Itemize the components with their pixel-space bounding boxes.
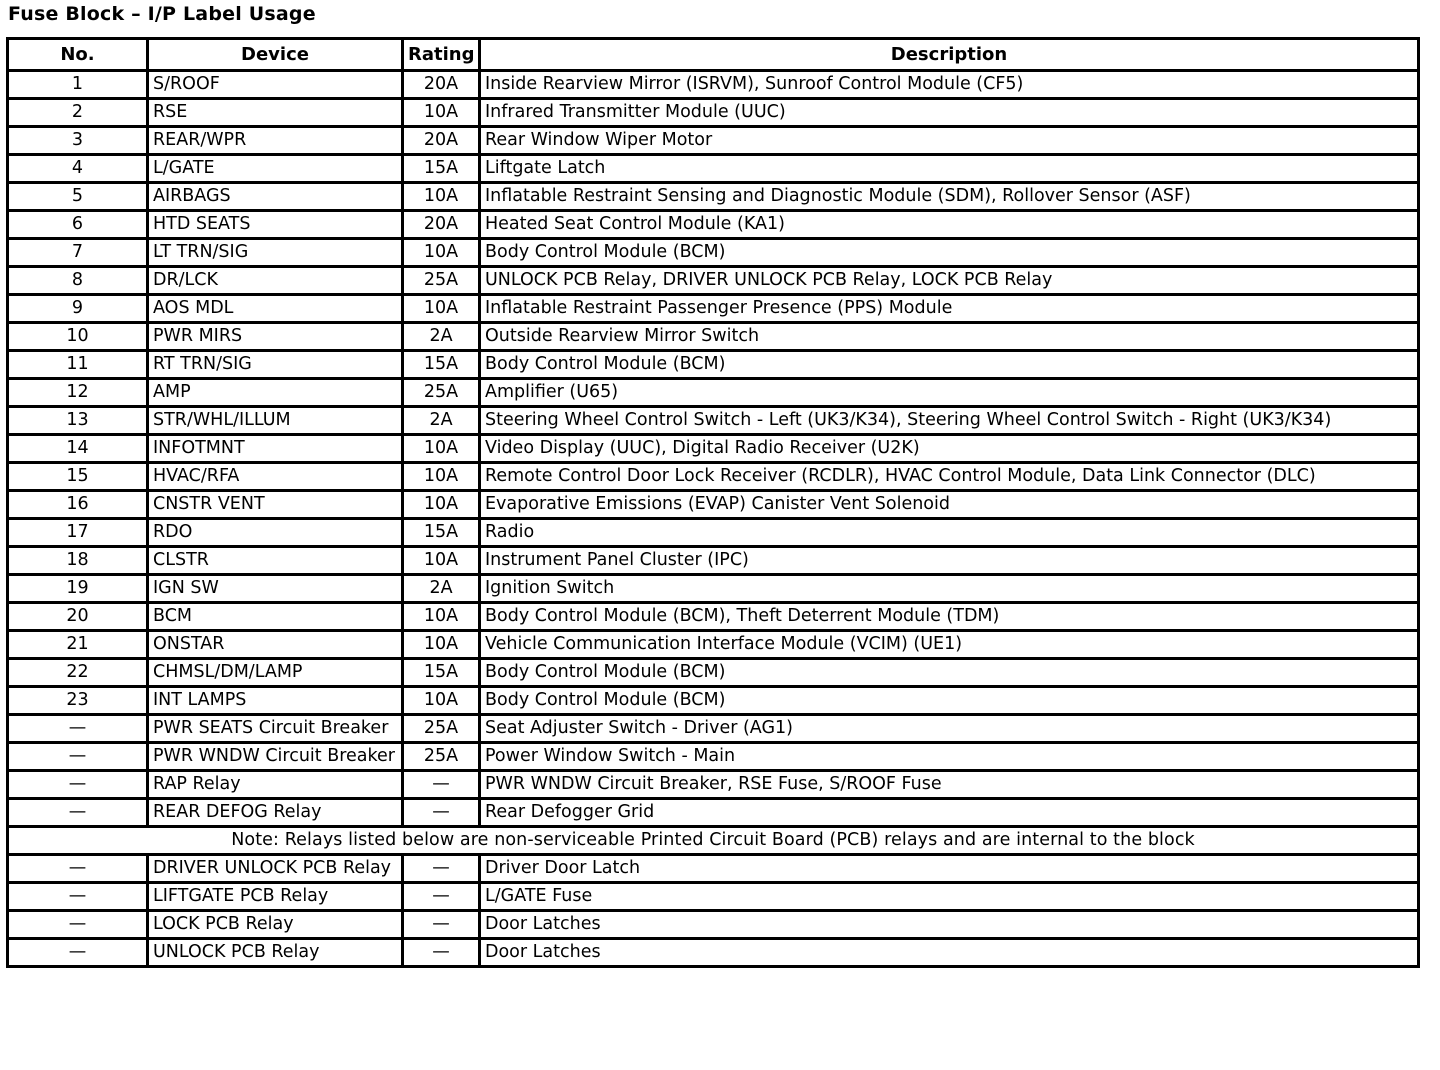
cell-rating: 10A <box>403 603 480 631</box>
cell-device: STR/WHL/ILLUM <box>148 407 403 435</box>
cell-description: Remote Control Door Lock Receiver (RCDLR), HVAC Control Module, Data Link Connector (DLC) <box>480 463 1419 491</box>
table-row <box>8 715 1419 743</box>
cell-description: Inflatable Restraint Sensing and Diagnostic Module (SDM), Rollover Sensor (ASF) <box>480 183 1419 211</box>
cell-no: 5 <box>8 183 148 211</box>
cell-rating: — <box>403 855 480 883</box>
table-row <box>8 547 1419 575</box>
cell-description: Infrared Transmitter Module (UUC) <box>480 99 1419 127</box>
cell-device: UNLOCK PCB Relay <box>148 939 403 967</box>
table-row <box>8 743 1419 771</box>
cell-no: 10 <box>8 323 148 351</box>
cell-device: AMP <box>148 379 403 407</box>
table-row <box>8 687 1419 715</box>
cell-device: BCM <box>148 603 403 631</box>
table-row <box>8 239 1419 267</box>
cell-no: 13 <box>8 407 148 435</box>
cell-no: 9 <box>8 295 148 323</box>
cell-device: RT TRN/SIG <box>148 351 403 379</box>
cell-no: 3 <box>8 127 148 155</box>
cell-description: Instrument Panel Cluster (IPC) <box>480 547 1419 575</box>
table-row <box>8 267 1419 295</box>
table-row <box>8 911 1419 939</box>
cell-description: Seat Adjuster Switch - Driver (AG1) <box>480 715 1419 743</box>
cell-rating: 25A <box>403 267 480 295</box>
cell-no: — <box>8 771 148 799</box>
cell-device: PWR SEATS Circuit Breaker <box>148 715 403 743</box>
cell-description: PWR WNDW Circuit Breaker, RSE Fuse, S/ROOF Fuse <box>480 771 1419 799</box>
cell-no: — <box>8 799 148 827</box>
table-row <box>8 71 1419 99</box>
cell-device: INT LAMPS <box>148 687 403 715</box>
header-row <box>8 39 1419 71</box>
cell-device: LT TRN/SIG <box>148 239 403 267</box>
cell-rating: 10A <box>403 295 480 323</box>
cell-description: Rear Window Wiper Motor <box>480 127 1419 155</box>
cell-device: PWR WNDW Circuit Breaker <box>148 743 403 771</box>
table-row <box>8 323 1419 351</box>
cell-no: — <box>8 715 148 743</box>
cell-rating: 2A <box>403 323 480 351</box>
cell-rating: 25A <box>403 379 480 407</box>
header-device: Device <box>148 39 403 71</box>
cell-no: 20 <box>8 603 148 631</box>
fuse-table <box>6 37 1420 968</box>
cell-device: REAR/WPR <box>148 127 403 155</box>
cell-no: — <box>8 743 148 771</box>
cell-description: Body Control Module (BCM), Theft Deterrent Module (TDM) <box>480 603 1419 631</box>
cell-device: PWR MIRS <box>148 323 403 351</box>
cell-device: LIFTGATE PCB Relay <box>148 883 403 911</box>
cell-description: Body Control Module (BCM) <box>480 351 1419 379</box>
cell-no: 2 <box>8 99 148 127</box>
cell-description: Liftgate Latch <box>480 155 1419 183</box>
cell-rating: — <box>403 939 480 967</box>
cell-device: RSE <box>148 99 403 127</box>
cell-no: — <box>8 883 148 911</box>
header-no: No. <box>8 39 148 71</box>
table-row <box>8 939 1419 967</box>
cell-description: Body Control Module (BCM) <box>480 239 1419 267</box>
cell-description: Inflatable Restraint Passenger Presence (PPS) Module <box>480 295 1419 323</box>
table-row <box>8 211 1419 239</box>
table-row <box>8 491 1419 519</box>
cell-rating: — <box>403 883 480 911</box>
table-row <box>8 99 1419 127</box>
cell-description: Outside Rearview Mirror Switch <box>480 323 1419 351</box>
cell-rating: 15A <box>403 659 480 687</box>
table-row <box>8 659 1419 687</box>
cell-rating: — <box>403 799 480 827</box>
cell-description: Body Control Module (BCM) <box>480 687 1419 715</box>
cell-no: — <box>8 855 148 883</box>
cell-description: L/GATE Fuse <box>480 883 1419 911</box>
cell-no: 8 <box>8 267 148 295</box>
table-row <box>8 435 1419 463</box>
table-row <box>8 603 1419 631</box>
cell-device: REAR DEFOG Relay <box>148 799 403 827</box>
cell-description: Ignition Switch <box>480 575 1419 603</box>
cell-description: Door Latches <box>480 911 1419 939</box>
cell-no: — <box>8 939 148 967</box>
cell-rating: 10A <box>403 183 480 211</box>
cell-rating: 2A <box>403 407 480 435</box>
table-row <box>8 883 1419 911</box>
page-title: Fuse Block – I/P Label Usage <box>8 3 316 25</box>
cell-device: DRIVER UNLOCK PCB Relay <box>148 855 403 883</box>
cell-rating: — <box>403 911 480 939</box>
table-row <box>8 463 1419 491</box>
table-row <box>8 771 1419 799</box>
cell-device: HVAC/RFA <box>148 463 403 491</box>
cell-no: 22 <box>8 659 148 687</box>
cell-rating: 10A <box>403 687 480 715</box>
table-row <box>8 155 1419 183</box>
note-row <box>8 827 1419 855</box>
table-row <box>8 799 1419 827</box>
cell-description: Inside Rearview Mirror (ISRVM), Sunroof Control Module (CF5) <box>480 71 1419 99</box>
cell-rating: 15A <box>403 155 480 183</box>
cell-rating: 10A <box>403 463 480 491</box>
table-row <box>8 631 1419 659</box>
cell-description: Radio <box>480 519 1419 547</box>
cell-description: Amplifier (U65) <box>480 379 1419 407</box>
cell-rating: 10A <box>403 631 480 659</box>
cell-device: CNSTR VENT <box>148 491 403 519</box>
cell-no: 7 <box>8 239 148 267</box>
cell-device: LOCK PCB Relay <box>148 911 403 939</box>
table-row <box>8 379 1419 407</box>
table-row <box>8 519 1419 547</box>
cell-no: 14 <box>8 435 148 463</box>
cell-description: Heated Seat Control Module (KA1) <box>480 211 1419 239</box>
cell-description: Rear Defogger Grid <box>480 799 1419 827</box>
cell-rating: 10A <box>403 99 480 127</box>
cell-description: Body Control Module (BCM) <box>480 659 1419 687</box>
cell-no: 6 <box>8 211 148 239</box>
cell-device: AIRBAGS <box>148 183 403 211</box>
cell-rating: 10A <box>403 491 480 519</box>
cell-no: 16 <box>8 491 148 519</box>
cell-rating: 10A <box>403 435 480 463</box>
cell-description: Video Display (UUC), Digital Radio Receiver (U2K) <box>480 435 1419 463</box>
cell-no: 19 <box>8 575 148 603</box>
header-rating: Rating <box>403 39 480 71</box>
cell-description: Power Window Switch - Main <box>480 743 1419 771</box>
cell-description: Vehicle Communication Interface Module (VCIM) (UE1) <box>480 631 1419 659</box>
cell-no: 18 <box>8 547 148 575</box>
cell-rating: 15A <box>403 519 480 547</box>
table-row <box>8 575 1419 603</box>
cell-device: AOS MDL <box>148 295 403 323</box>
table-row <box>8 295 1419 323</box>
table-body <box>8 71 1419 967</box>
cell-device: CHMSL/DM/LAMP <box>148 659 403 687</box>
cell-rating: 10A <box>403 547 480 575</box>
cell-device: CLSTR <box>148 547 403 575</box>
cell-rating: — <box>403 771 480 799</box>
cell-description: Driver Door Latch <box>480 855 1419 883</box>
note-cell: Note: Relays listed below are non-serviceable Printed Circuit Board (PCB) relays and are internal to the block <box>8 827 1419 855</box>
cell-no: 15 <box>8 463 148 491</box>
cell-rating: 25A <box>403 715 480 743</box>
cell-description: Steering Wheel Control Switch - Left (UK3/K34), Steering Wheel Control Switch - Right (UK3/K34) <box>480 407 1419 435</box>
cell-device: HTD SEATS <box>148 211 403 239</box>
cell-description: UNLOCK PCB Relay, DRIVER UNLOCK PCB Relay, LOCK PCB Relay <box>480 267 1419 295</box>
cell-no: — <box>8 911 148 939</box>
cell-device: ONSTAR <box>148 631 403 659</box>
cell-no: 4 <box>8 155 148 183</box>
cell-description: Door Latches <box>480 939 1419 967</box>
cell-rating: 20A <box>403 127 480 155</box>
cell-device: IGN SW <box>148 575 403 603</box>
cell-description: Evaporative Emissions (EVAP) Canister Vent Solenoid <box>480 491 1419 519</box>
cell-no: 23 <box>8 687 148 715</box>
cell-device: RAP Relay <box>148 771 403 799</box>
cell-rating: 25A <box>403 743 480 771</box>
cell-no: 12 <box>8 379 148 407</box>
cell-rating: 2A <box>403 575 480 603</box>
cell-device: L/GATE <box>148 155 403 183</box>
table-row <box>8 855 1419 883</box>
table-row <box>8 407 1419 435</box>
cell-no: 17 <box>8 519 148 547</box>
cell-device: DR/LCK <box>148 267 403 295</box>
table-row <box>8 127 1419 155</box>
cell-rating: 15A <box>403 351 480 379</box>
header-description: Description <box>480 39 1419 71</box>
cell-no: 11 <box>8 351 148 379</box>
cell-rating: 20A <box>403 211 480 239</box>
cell-no: 1 <box>8 71 148 99</box>
cell-no: 21 <box>8 631 148 659</box>
table-header <box>8 39 1419 71</box>
table-row <box>8 351 1419 379</box>
cell-device: RDO <box>148 519 403 547</box>
cell-rating: 20A <box>403 71 480 99</box>
cell-device: S/ROOF <box>148 71 403 99</box>
cell-rating: 10A <box>403 239 480 267</box>
cell-device: INFOTMNT <box>148 435 403 463</box>
table-row <box>8 183 1419 211</box>
